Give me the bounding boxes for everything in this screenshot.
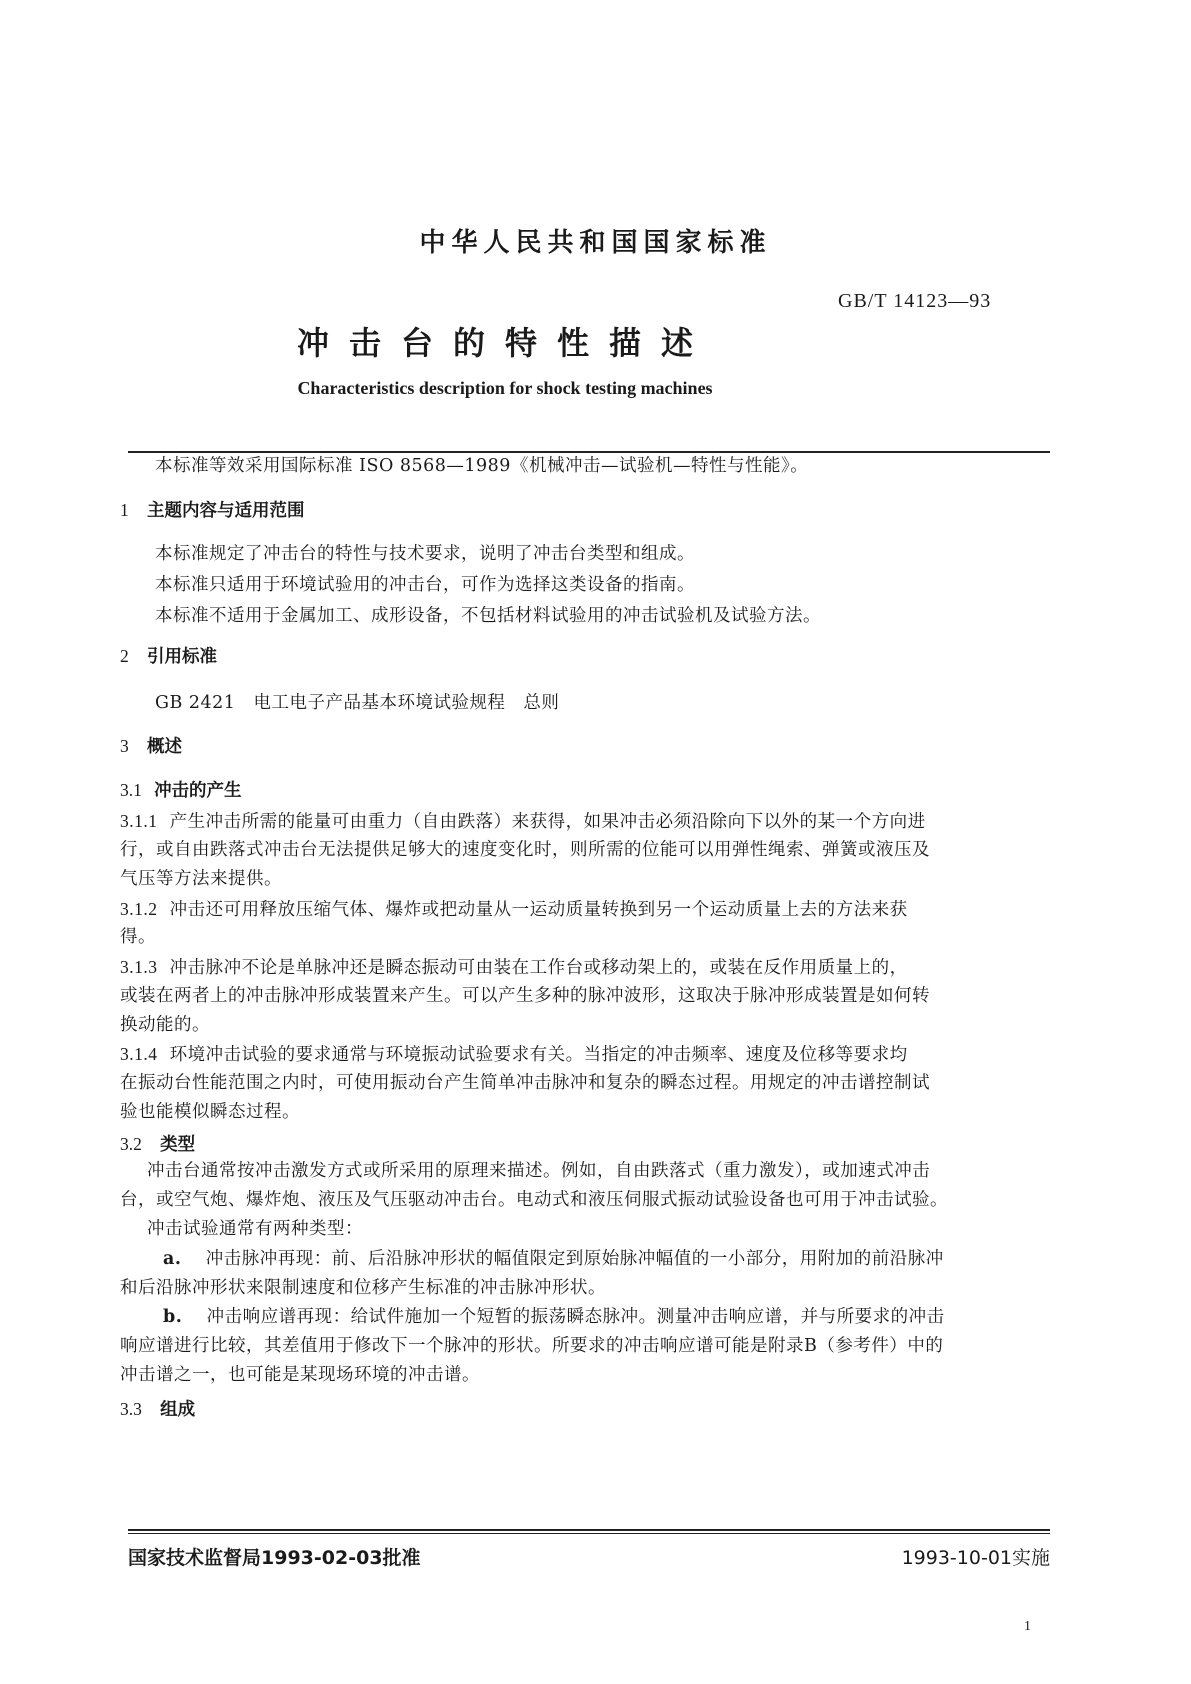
document-title: 冲击台的特性描述: [296, 324, 713, 362]
page-number: 1: [1024, 1619, 1031, 1634]
section-3-heading: [120, 733, 182, 758]
subsection-3-3-heading: [120, 1396, 195, 1421]
paragraph: 本标准规定了冲击台的特性与技术要求，说明了冲击台类型和组成。: [155, 544, 695, 564]
paragraph: 本标准不适用于金属加工、成形设备，不包括材料试验用的冲击试验机及试验方法。: [155, 606, 821, 626]
approval-line: 国家技术监督局1993-02-03批准: [128, 1547, 421, 1569]
list-marker: b.: [163, 1307, 183, 1327]
text-line: 行，或自由跌落式冲击台无法提供足够大的速度变化时，则所需的位能可以用弹性绳索、弹簧或液压及: [120, 840, 930, 860]
clause-number: 3.1.1: [120, 811, 158, 831]
paragraph: 本标准只适用于环境试验用的冲击台，可作为选择这类设备的指南。: [155, 575, 695, 595]
text-line: 和后沿脉冲形状来限制速度和位移产生标准的冲击脉冲形状。: [120, 1278, 606, 1298]
text-line: 验也能模似瞬态过程。: [120, 1102, 300, 1122]
section-number: 3: [120, 736, 129, 756]
text-line: 气压等方法来提供。: [120, 869, 282, 889]
bottom-divider: [128, 1529, 1050, 1531]
section-title: 冲击的产生: [154, 781, 242, 801]
clause-number: 3.1.3: [120, 957, 158, 977]
section-title: 类型: [160, 1135, 196, 1155]
document-subtitle-en: Characteristics description for shock testing machines: [297, 378, 713, 398]
text-line: 环境冲击试验的要求通常与环境振动试验要求有关。当指定的冲击频率、速度及位移等要求均: [169, 1045, 908, 1065]
text-line: 产生冲击所需的能量可由重力（自由跌落）来获得，如果冲击必须沿除向下以外的某一个方向进: [169, 812, 926, 832]
text-line: 或装在两者上的冲击脉冲形成装置来产生。可以产生多种的脉冲波形，这取决于脉冲形成装置是如何转: [120, 986, 930, 1006]
text-line: 冲击谱之一，也可能是某现场环境的冲击谱。: [120, 1365, 480, 1385]
text-line: 在振动台性能范围之内时，可使用振动台产生简单冲击脉冲和复杂的瞬态过程。用规定的冲击谱控制试: [120, 1073, 930, 1093]
text-line: 得。: [120, 927, 156, 947]
text-line: 响应谱进行比较，其差值用于修改下一个脉冲的形状。所要求的冲击响应谱可能是附录B（参考件）中的: [120, 1336, 944, 1356]
text-line: 冲击脉冲不论是单脉冲还是瞬态振动可由装在工作台或移动架上的，或装在反作用质量上的，: [169, 958, 908, 978]
section-title: 组成: [160, 1400, 196, 1420]
section-number: 1: [120, 500, 129, 520]
text-line: 冲击台通常按冲击激发方式或所采用的原理来描述。例如，自由跌落式（重力激发），或加速式冲击: [147, 1161, 931, 1181]
national-standard-heading: 中华人民共和国国家标准: [419, 228, 772, 258]
section-title: 概述: [147, 737, 183, 757]
section-number: 3.2: [120, 1134, 142, 1154]
clause-number: 3.1.2: [120, 899, 158, 919]
text-line: 换动能的。: [120, 1015, 210, 1035]
clause-number: 3.1.4: [120, 1044, 158, 1064]
text-line: 冲击脉冲再现：前、后沿脉冲形状的幅值限定到原始脉冲幅值的一小部分，用附加的前沿脉冲: [205, 1249, 944, 1269]
standard-number: GB/T 14123—93: [838, 290, 992, 312]
section-2-heading: [120, 643, 217, 668]
section-number: 3.3: [120, 1399, 142, 1419]
text-line: 冲击响应谱再现：给试件施加一个短暂的振荡瞬态脉冲。测量冲击响应谱，并与所要求的冲击: [206, 1307, 945, 1327]
subsection-3-1-heading: [120, 777, 242, 802]
list-marker: a.: [163, 1249, 182, 1269]
reference-item: GB 2421 电工电子产品基本环境试验规程 总则: [155, 693, 560, 713]
intro-paragraph: 本标准等效采用国际标准 ISO 8568—1989《机械冲击—试验机—特性与性能》。: [155, 456, 809, 476]
text-line: 冲击还可用释放压缩气体、爆炸或把动量从一运动质量转换到另一个运动质量上去的方法来获: [169, 900, 908, 920]
section-number: 2: [120, 646, 129, 666]
clause-3-1-2: [120, 890, 908, 929]
section-1-heading: [120, 497, 305, 522]
section-number: 3.1: [120, 780, 142, 800]
bottom-divider-thin: [128, 1533, 1050, 1534]
implementation-date: 1993-10-01实施: [901, 1547, 1050, 1569]
text-line: 冲击试验通常有两种类型：: [147, 1219, 363, 1239]
section-title: 主题内容与适用范围: [147, 501, 305, 521]
section-title: 引用标准: [147, 647, 218, 667]
text-line: 台，或空气炮、爆炸炮、液压及气压驱动冲击台。电动式和液压伺服式振动试验设备也可用于冲击试验。: [120, 1190, 948, 1210]
